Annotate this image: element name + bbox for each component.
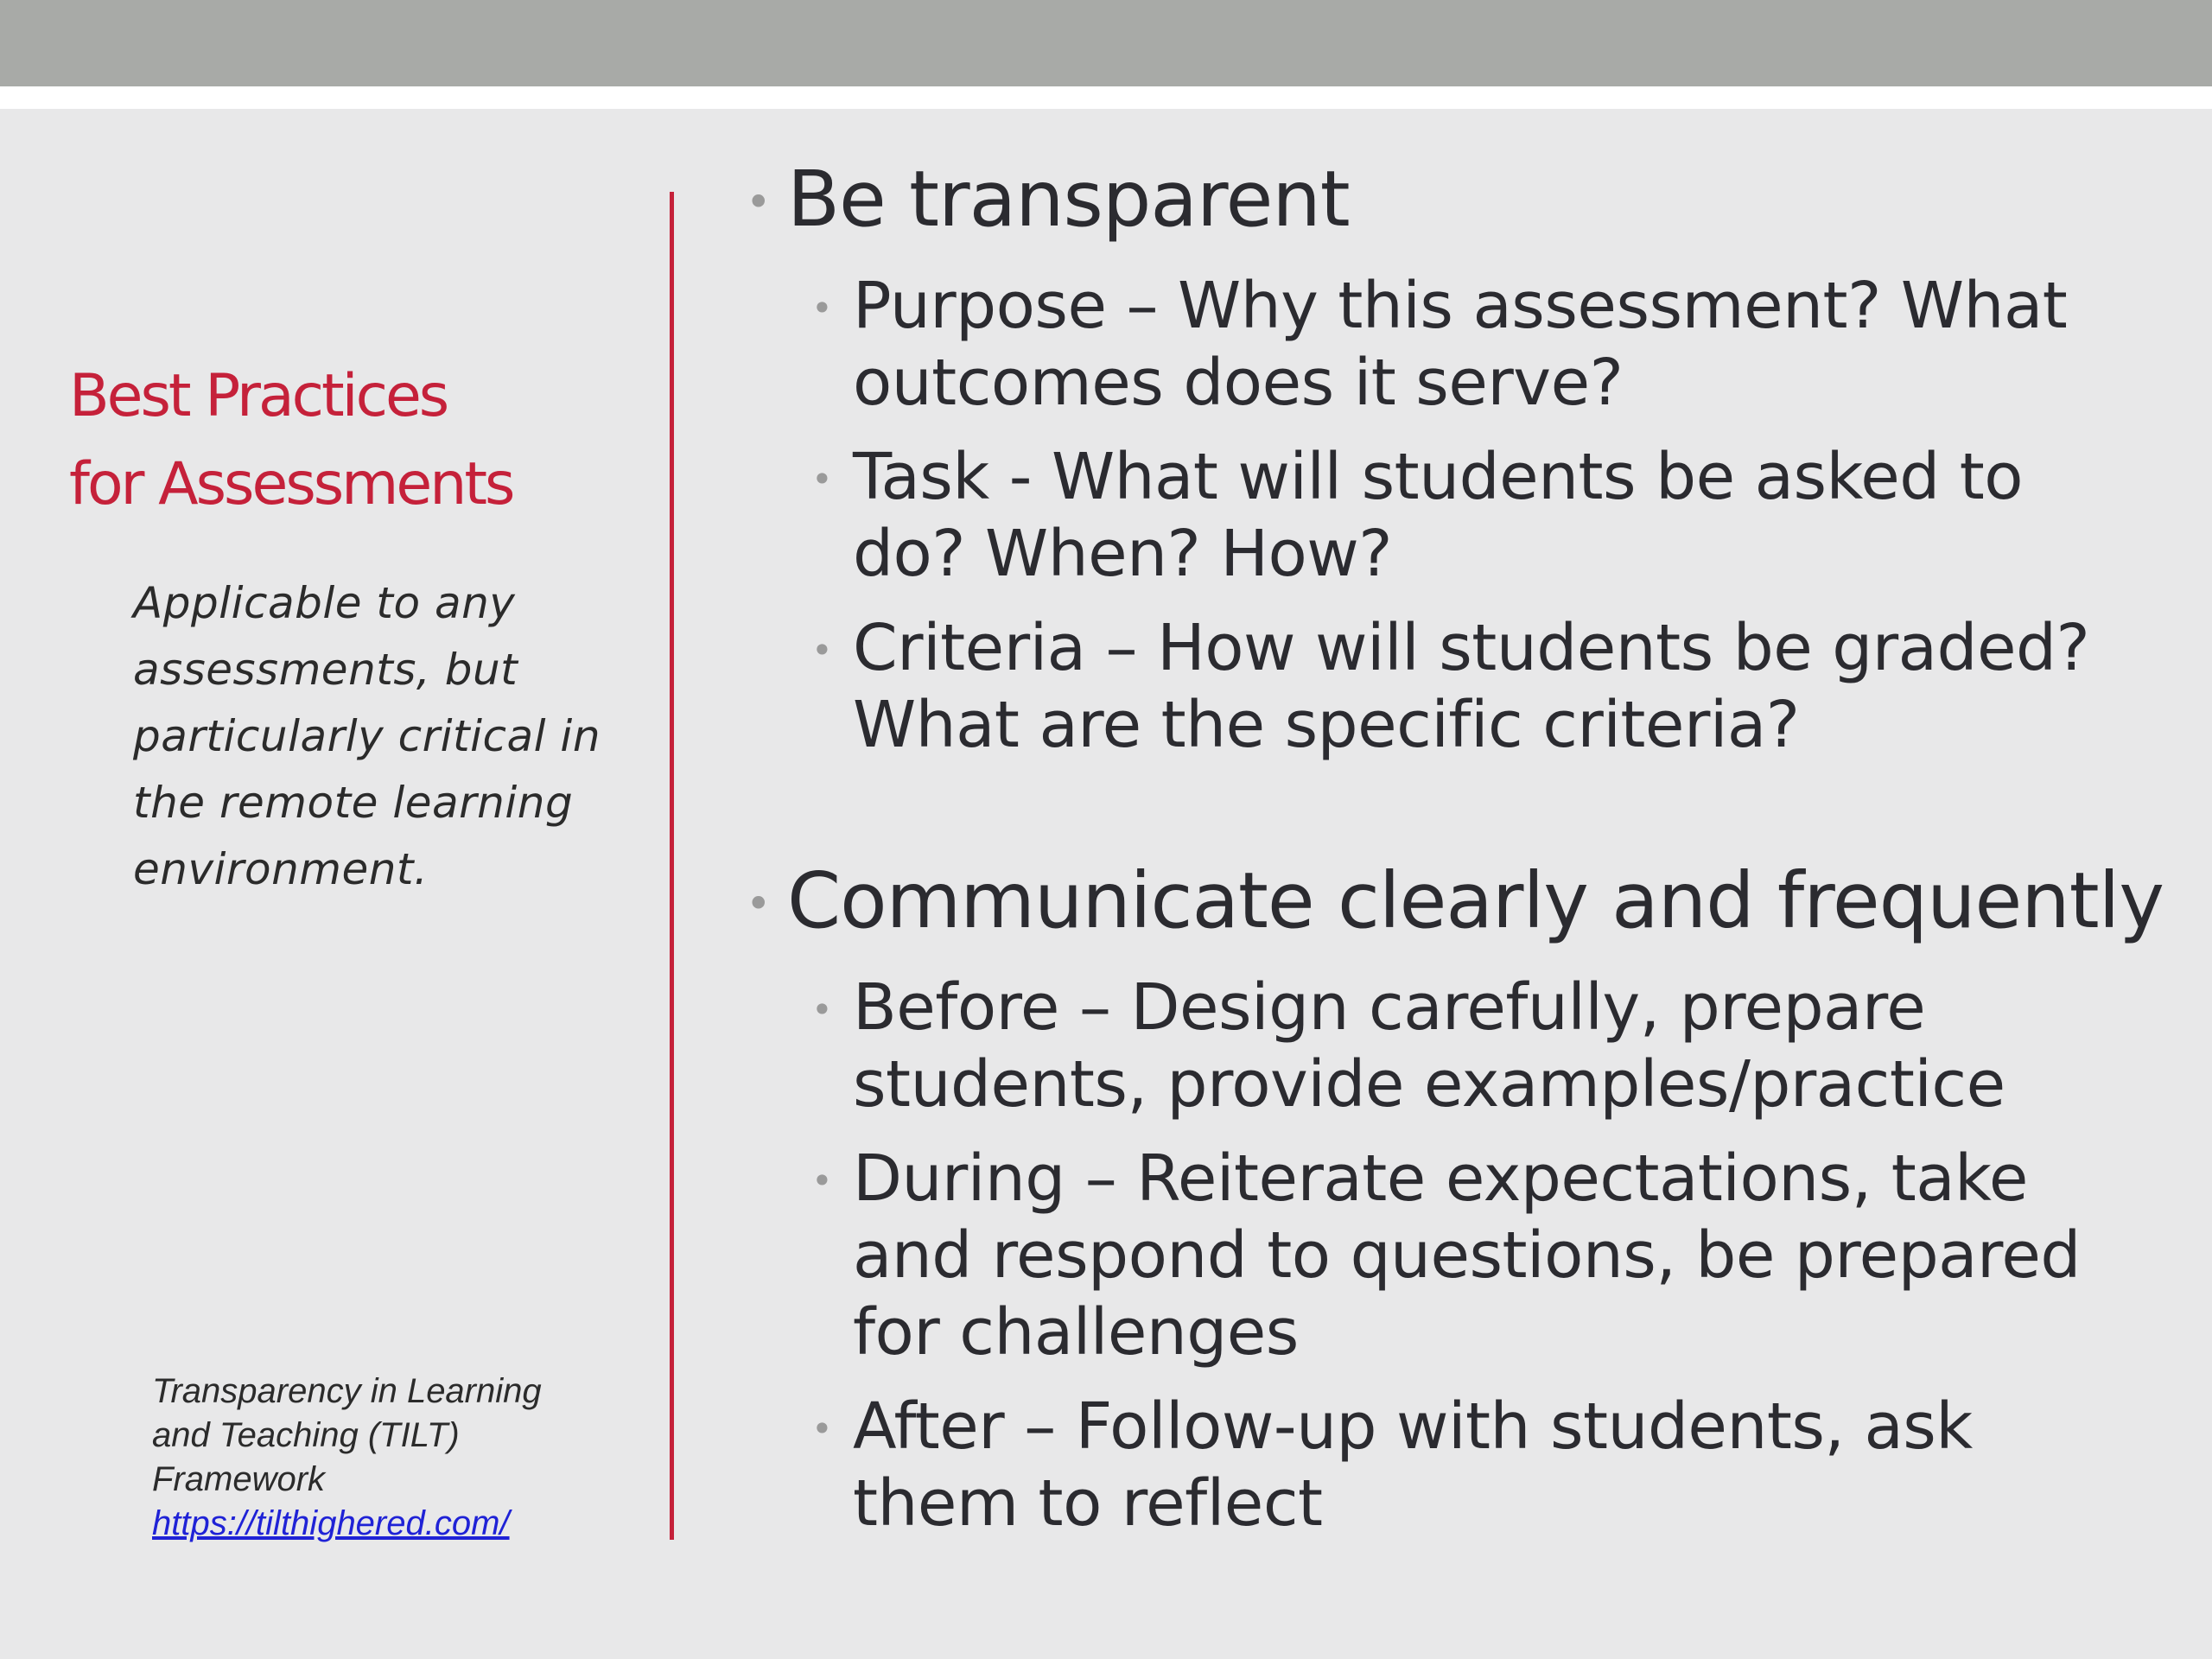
list-item-purpose (804, 268, 2199, 422)
top-bar (0, 0, 2212, 86)
list-item-after (804, 1389, 2199, 1542)
list-item-line: Criteria – How will students be graded? (853, 611, 2090, 685)
list-item-line: students, provide examples/practice (853, 1047, 2005, 1122)
list-item-during (804, 1141, 2199, 1371)
bullet-icon: • (746, 177, 771, 227)
slide-title-line: Best Practices (69, 362, 448, 430)
slide-title (69, 353, 622, 529)
list-item-line: and respond to questions, be prepared (853, 1218, 2081, 1293)
list-item-criteria (804, 610, 2199, 764)
bullet-icon: • (811, 629, 833, 671)
subtitle-line: environment. (133, 844, 429, 894)
list-item-task (804, 439, 2199, 593)
subtitle-line: assessments, but (133, 645, 518, 695)
reference-note (152, 1370, 636, 1546)
list-item-line: Task - What will students be asked to (853, 440, 2024, 514)
slide-title-line: for Assessments (69, 450, 513, 518)
top-divider-strip (0, 86, 2212, 109)
reference-line: Transparency in Learning (152, 1372, 542, 1410)
list-item-line: for challenges (853, 1295, 1299, 1370)
list-item-before (804, 969, 2199, 1123)
vertical-divider (670, 192, 674, 1540)
slide-subtitle (133, 570, 652, 903)
tilt-framework-link[interactable]: https://tilthighered.com/ (152, 1504, 510, 1542)
list-item-line: After – Follow-up with students, ask (853, 1389, 1973, 1464)
subtitle-line: the remote learning (133, 778, 574, 828)
bullet-icon: • (811, 1408, 833, 1450)
bullet-list (739, 147, 2199, 1542)
bullet-icon: • (811, 458, 833, 500)
list-item-line: Purpose – Why this assessment? What (853, 269, 2068, 343)
bullet-icon: • (811, 988, 833, 1031)
section-heading-transparent (739, 147, 2199, 251)
list-item-line: Before – Design carefully, prepare (853, 970, 1926, 1045)
section-heading-text: Communicate clearly and frequently (787, 855, 2164, 945)
bullet-icon: • (811, 287, 833, 329)
reference-line: and Teaching (TILT) (152, 1416, 460, 1454)
section-heading-text: Be transparent (787, 154, 1350, 244)
section-heading-communicate (739, 849, 2199, 952)
list-item-line: them to reflect (853, 1466, 1323, 1541)
list-item-line: outcomes does it serve? (853, 346, 1624, 420)
reference-line: Framework (152, 1460, 326, 1498)
list-item-line: What are the specific criteria? (853, 688, 1800, 762)
subtitle-line: particularly critical in (133, 711, 601, 761)
bullet-icon: • (746, 879, 771, 929)
list-item-line: do? When? How? (853, 517, 1393, 591)
list-item-line: During – Reiterate expectations, take (853, 1141, 2028, 1216)
subtitle-line: Applicable to any (133, 578, 516, 628)
bullet-icon: • (811, 1160, 833, 1202)
